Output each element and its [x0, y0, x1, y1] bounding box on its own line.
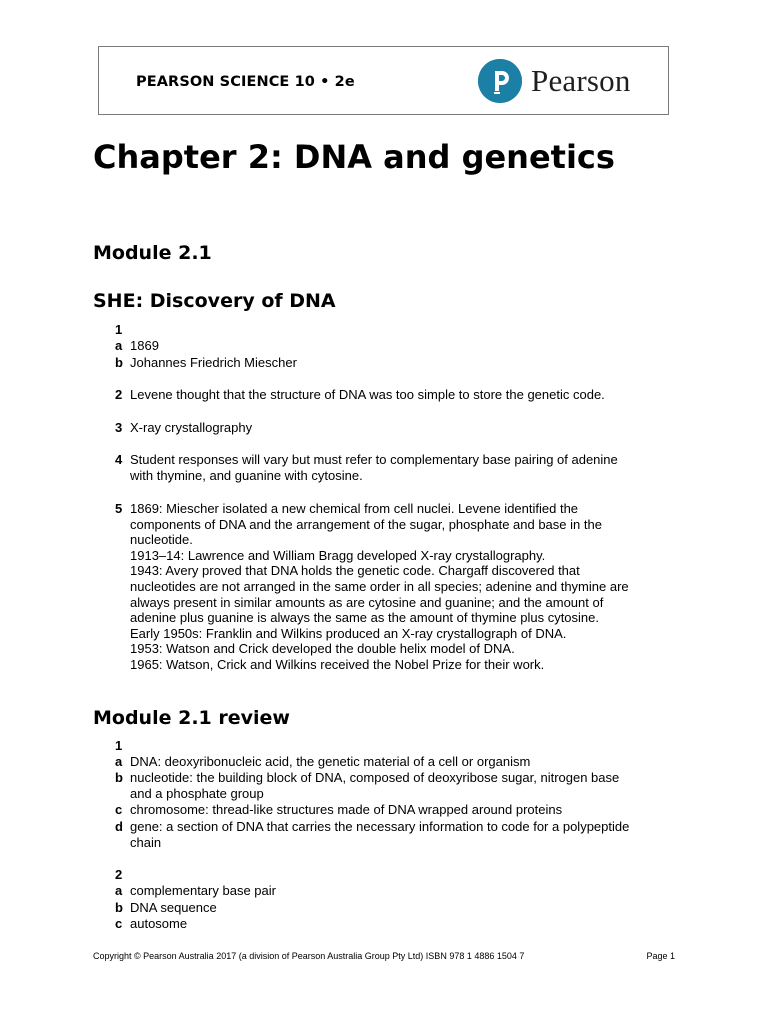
review-heading: Module 2.1 review — [93, 707, 290, 729]
answer-line: and a phosphate group — [130, 785, 264, 801]
answer-text: chromosome: thread-like structures made of DNA wrapped around proteins — [130, 802, 563, 817]
timeline-line: Early 1950s: Franklin and Wilkins produced an X-ray crystallograph of DNA. — [130, 625, 567, 641]
timeline-line: adenine plus guanine is always the same as the amount of thymine plus cytosine. — [130, 610, 599, 626]
answer-text: X-ray crystallography — [130, 420, 253, 435]
header-banner — [98, 46, 669, 115]
answer-line: with thymine, and guanine with cytosine. — [130, 467, 363, 483]
page-number: Page 1 — [646, 951, 675, 961]
chapter-title: Chapter 2: DNA and genetics — [93, 138, 615, 176]
part-label: c — [115, 916, 123, 931]
timeline-line: always present in similar amounts as are cytosine and guanine; and the amount of — [130, 594, 604, 610]
answer-text — [130, 819, 675, 850]
answer-text: 1869 — [130, 338, 159, 353]
answer-line: nucleotide: the building block of DNA, composed of deoxyribose sugar, nitrogen base — [130, 770, 620, 785]
answer-text: Johannes Friedrich Miescher — [130, 355, 297, 370]
part-label: b — [115, 900, 123, 915]
question-number: 2 — [115, 387, 123, 402]
timeline-line: 1913–14: Lawrence and William Bragg developed X-ray crystallography. — [130, 547, 546, 563]
answer-text — [130, 501, 675, 673]
answer-text: DNA sequence — [130, 900, 217, 915]
question-number: 1 — [115, 322, 123, 337]
copyright-notice: Copyright © Pearson Australia 2017 (a division of Pearson Australia Group Pty Ltd) ISBN 978 1 4886 1504 7 — [93, 951, 525, 961]
part-label: b — [115, 770, 123, 785]
part-label: a — [115, 754, 123, 769]
question-number: 2 — [115, 867, 123, 882]
question-number: 4 — [115, 452, 123, 467]
answer-text: complementary base pair — [130, 883, 276, 898]
answer-line: Student responses will vary but must refer to complementary base pairing of adenine — [130, 452, 618, 467]
timeline-line: 1965: Watson, Crick and Wilkins received the Nobel Prize for their work. — [130, 656, 545, 672]
answer-line: chain — [130, 834, 162, 850]
part-label: a — [115, 883, 123, 898]
timeline-line: components of DNA and the arrangement of the sugar, phosphate and base in the — [130, 516, 602, 532]
answer-text: Levene thought that the structure of DNA was too simple to store the genetic code. — [130, 387, 605, 402]
module-heading: Module 2.1 — [93, 242, 212, 264]
timeline-line: 1953: Watson and Crick developed the double helix model of DNA. — [130, 641, 515, 657]
timeline-line: nucleotides are not arranged in the same order in all species; adenine and thymine are — [130, 578, 629, 594]
she-heading: SHE: Discovery of DNA — [93, 290, 336, 312]
pearson-logo-icon — [478, 59, 522, 103]
timeline-line: nucleotide. — [130, 532, 193, 548]
answer-line: gene: a section of DNA that carries the necessary information to code for a polypeptide — [130, 819, 630, 834]
part-label: c — [115, 802, 123, 817]
part-label: d — [115, 819, 123, 834]
series-title: PEARSON SCIENCE 10 • 2e — [136, 74, 355, 90]
question-number: 5 — [115, 501, 123, 516]
answer-text: DNA: deoxyribonucleic acid, the genetic material of a cell or organism — [130, 754, 531, 769]
answer-text — [130, 452, 675, 483]
pearson-logo — [478, 57, 631, 105]
answer-text: autosome — [130, 916, 188, 931]
pearson-wordmark: Pearson — [531, 63, 631, 98]
question-number: 3 — [115, 420, 123, 435]
part-label: a — [115, 338, 123, 353]
part-label: b — [115, 355, 123, 370]
timeline-line: 1869: Miescher isolated a new chemical from cell nuclei. Levene identified the — [130, 501, 579, 516]
question-number: 1 — [115, 738, 123, 753]
timeline-line: 1943: Avery proved that DNA holds the genetic code. Chargaff discovered that — [130, 563, 580, 579]
answer-text — [130, 770, 675, 801]
